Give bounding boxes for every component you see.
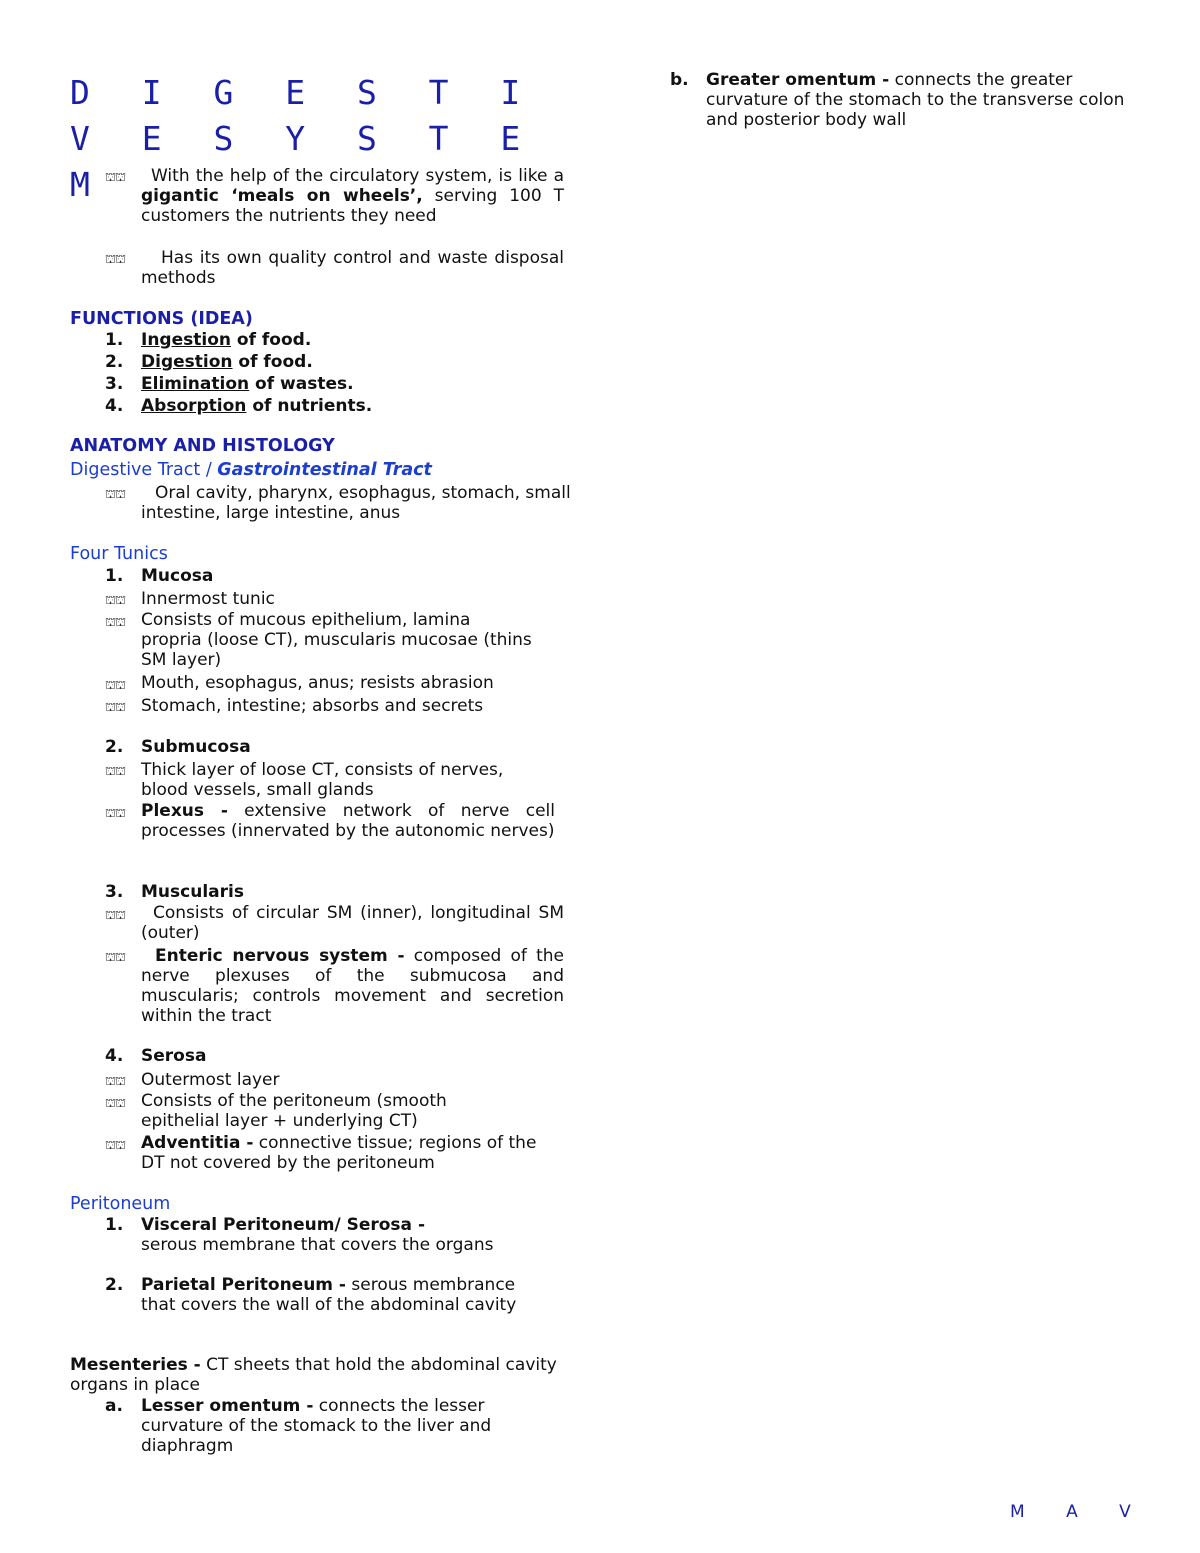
- bullet-icon: ⛫⛫: [105, 700, 126, 714]
- tunic-title-serosa: Serosa: [141, 1046, 207, 1066]
- function-item: 4.: [105, 396, 124, 416]
- tunic-number: 3.: [105, 882, 124, 902]
- serosa-bullet-1: Outermost layer: [141, 1070, 280, 1090]
- lesser-omentum: Lesser omentum - connects the lesser curvature of the stomack to the liver and diaphragm: [141, 1396, 492, 1456]
- tunic-number: 2.: [105, 737, 124, 757]
- function-item: 1.: [105, 330, 124, 350]
- bullet-icon: ⛫⛫: [105, 950, 126, 964]
- bullet-icon: ⛫⛫: [105, 252, 126, 266]
- four-tunics-heading: Four Tunics: [70, 544, 168, 564]
- bullet-icon: ⛫⛫: [105, 764, 126, 778]
- bullet-icon: ⛫⛫: [105, 1074, 126, 1088]
- mucosa-bullet-3: Mouth, esophagus, anus; resists abrasion: [141, 673, 494, 693]
- mucosa-bullet-1: Innermost tunic: [141, 589, 275, 609]
- digestive-tract-heading: Digestive Tract / Gastrointestinal Tract: [70, 460, 432, 480]
- bullet-icon: ⛫⛫: [105, 806, 126, 820]
- peritoneum-number: 1.: [105, 1215, 124, 1235]
- intro-bullet-2: Has its own quality control and waste disposal methods: [141, 248, 564, 288]
- greater-omentum: Greater omentum - connects the greater curvature of the stomach to the transverse colon and posterior body wall: [706, 70, 1125, 130]
- function-item-text: Elimination of wastes.: [141, 374, 354, 394]
- function-item: 3.: [105, 374, 124, 394]
- function-item: 2.: [105, 352, 124, 372]
- tunic-title-submucosa: Submucosa: [141, 737, 251, 757]
- bullet-icon: ⛫⛫: [105, 615, 126, 629]
- bullet-icon: ⛫⛫: [105, 170, 126, 184]
- peritoneum-number: 2.: [105, 1275, 124, 1295]
- tunic-title-muscularis: Muscularis: [141, 882, 244, 902]
- anatomy-heading: ANATOMY AND HISTOLOGY: [70, 436, 335, 456]
- bullet-icon: ⛫⛫: [105, 1096, 126, 1110]
- bullet-icon: ⛫⛫: [105, 1138, 126, 1152]
- bullet-icon: ⛫⛫: [105, 908, 126, 922]
- peritoneum-heading: Peritoneum: [70, 1194, 171, 1214]
- submucosa-bullet-2: Plexus - extensive network of nerve cell processes (innervated by the autonomic nerves): [141, 801, 555, 841]
- mucosa-bullet-2: Consists of mucous epithelium, lamina propria (loose CT), muscularis mucosae (thins SM layer): [141, 610, 532, 670]
- parietal-peritoneum: Parietal Peritoneum - serous membrance that covers the wall of the abdominal cavity: [141, 1275, 517, 1315]
- function-item-text: Absorption of nutrients.: [141, 396, 373, 416]
- tunic-number: 4.: [105, 1046, 124, 1066]
- tunic-title-mucosa: Mucosa: [141, 566, 214, 586]
- footer-initials: M A V: [1010, 1502, 1149, 1522]
- muscularis-bullet-2: Enteric nervous system - composed of the nerve plexuses of the submucosa and muscularis; controls movement and secretion within the tract: [141, 946, 564, 1026]
- submucosa-bullet-1: Thick layer of loose CT, consists of nerves, blood vessels, small glands: [141, 760, 504, 800]
- mesenteries-definition: Mesenteries - CT sheets that hold the abdominal cavity organs in place: [70, 1355, 557, 1395]
- function-item-text: Ingestion of food.: [141, 330, 312, 350]
- serosa-bullet-3: Adventitia - connective tissue; regions of the DT not covered by the peritoneum: [141, 1133, 537, 1173]
- anatomy-bullet: Oral cavity, pharynx, esophagus, stomach, small intestine, large intestine, anus: [141, 483, 571, 523]
- tunic-number: 1.: [105, 566, 124, 586]
- bullet-icon: ⛫⛫: [105, 678, 126, 692]
- intro-bullet-1: With the help of the circulatory system, is like a gigantic ‘meals on wheels’, serving 100 T customers the nutrients they need: [141, 166, 565, 226]
- functions-heading: FUNCTIONS (IDEA): [70, 309, 253, 329]
- bullet-icon: ⛫⛫: [105, 487, 126, 501]
- page-title: D I G E S T I V E S Y S T E M: [70, 73, 537, 204]
- bullet-icon: ⛫⛫: [105, 593, 126, 607]
- serosa-bullet-2: Consists of the peritoneum (smooth epithelial layer + underlying CT): [141, 1091, 447, 1131]
- visceral-peritoneum: Visceral Peritoneum/ Serosa - serous membrane that covers the organs: [141, 1215, 494, 1255]
- mesentery-letter: b.: [670, 70, 689, 90]
- mesentery-letter: a.: [105, 1396, 123, 1416]
- muscularis-bullet-1: Consists of circular SM (inner), longitudinal SM (outer): [141, 903, 564, 943]
- mucosa-bullet-4: Stomach, intestine; absorbs and secrets: [141, 696, 484, 716]
- function-item-text: Digestion of food.: [141, 352, 313, 372]
